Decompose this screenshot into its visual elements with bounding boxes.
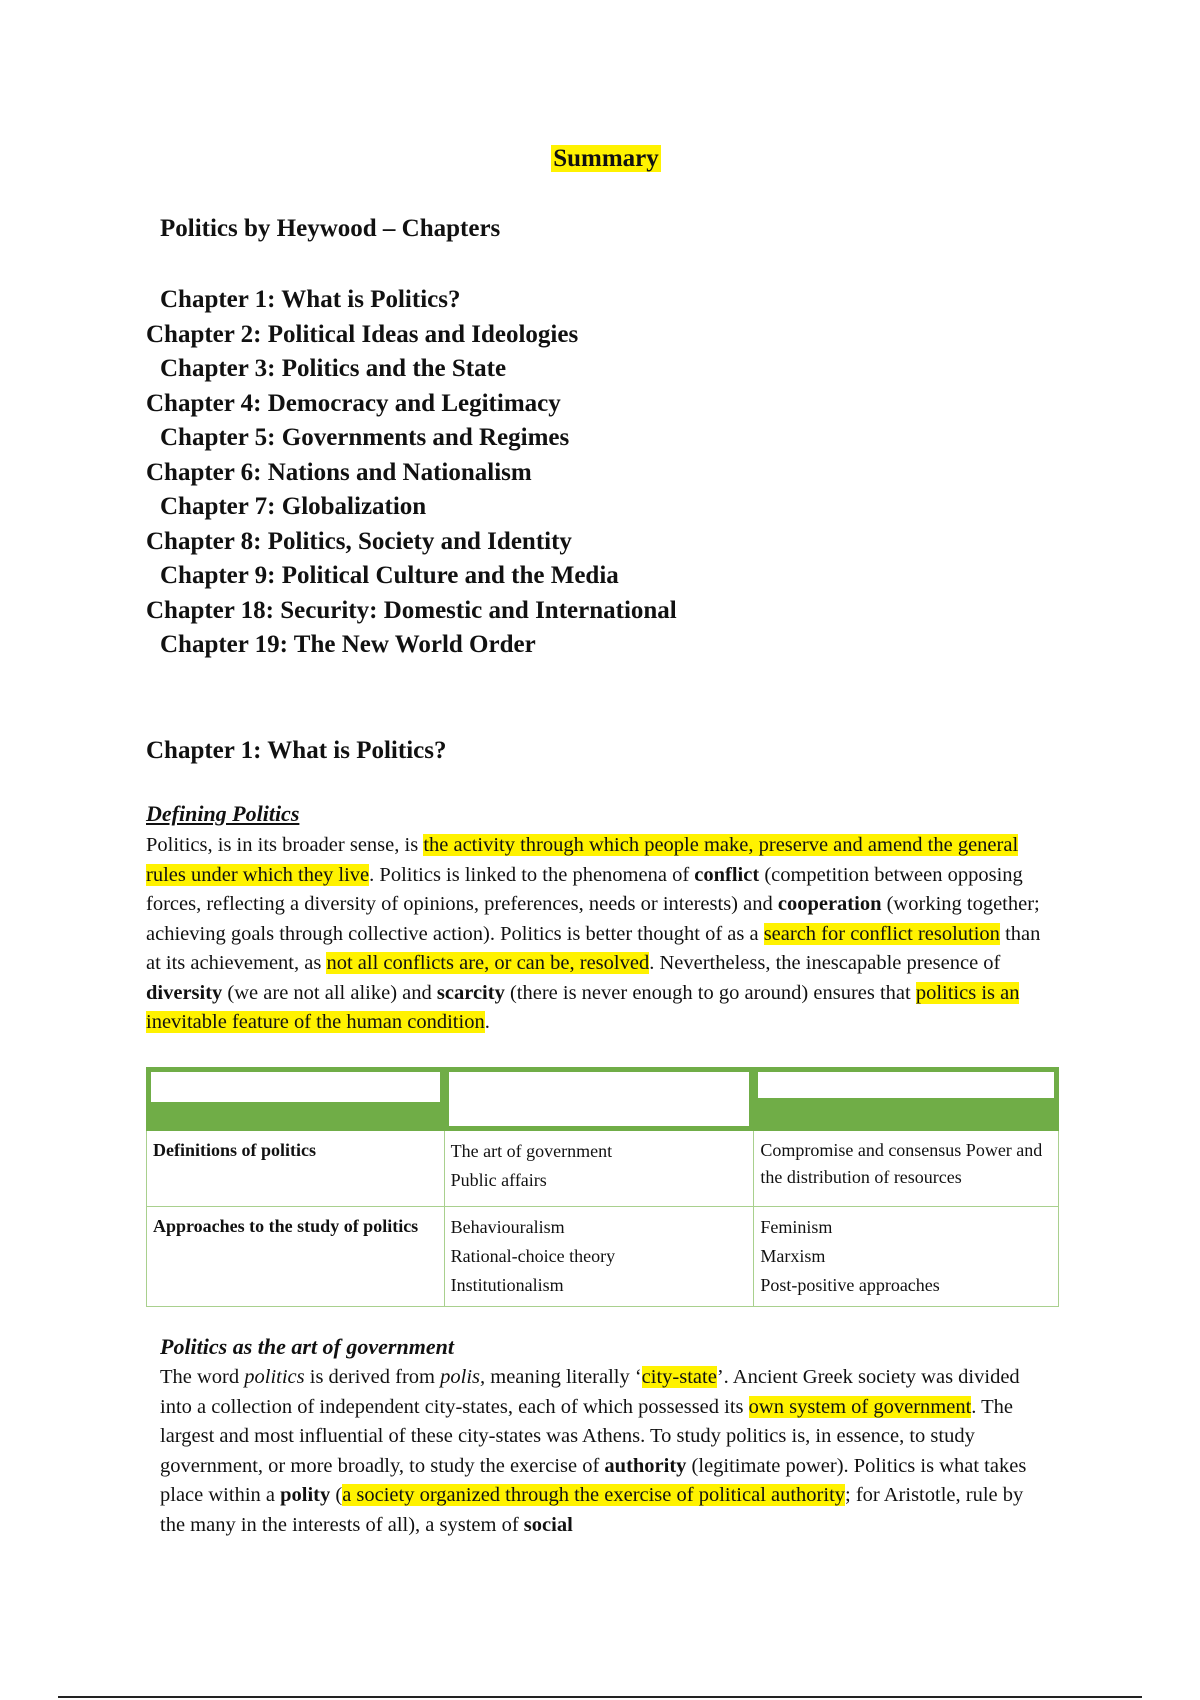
toc-item: Chapter 5: Governments and Regimes (160, 424, 570, 451)
table-cell: Behaviouralism Rational-choice theory Institutionalism (444, 1207, 754, 1307)
highlight: a society organized through the exercise of political authority (342, 1484, 846, 1506)
table-cell: The art of government Public affairs (444, 1131, 754, 1207)
highlight: politics is an inevitable feature of the human condition (146, 981, 1020, 1033)
table-row-label: Definitions of politics (147, 1131, 445, 1207)
italic-term: politics (244, 1366, 305, 1388)
bold-term: diversity (146, 981, 223, 1004)
table-header-cell (754, 1068, 1059, 1131)
book-line: Politics by Heywood – Chapters (160, 215, 501, 242)
table-cell: Feminism Marxism Post-positive approaches (754, 1207, 1059, 1307)
bold-term: social (523, 1513, 573, 1536)
section-heading-defining-politics: Defining Politics (146, 801, 300, 826)
italic-term: polis, (440, 1366, 486, 1388)
toc-item: Chapter 4: Democracy and Legitimacy (146, 389, 561, 417)
table-row (147, 1207, 1059, 1307)
bold-term: cooperation (777, 893, 882, 915)
table-row (147, 1131, 1059, 1207)
highlight: search for conflict resolution (763, 922, 1000, 945)
chapter-list (0, 283, 900, 663)
bold-term: polity (280, 1484, 331, 1506)
page-title: Summary (553, 145, 659, 172)
bold-term: authority (604, 1454, 687, 1477)
toc-item: Chapter 8: Politics, Society and Identity (146, 527, 572, 555)
bold-term: scarcity (436, 981, 505, 1004)
politics-definitions-table (146, 1067, 1059, 1307)
toc-item: Chapter 19: The New World Order (160, 631, 536, 658)
highlight: not all conflicts are, or can be, resolved (326, 952, 650, 974)
section-heading-art-of-government: Politics as the art of government (160, 1334, 454, 1359)
table-cell: Compromise and consensus Power and the distribution of resources (754, 1131, 1059, 1207)
toc-item: Chapter 7: Globalization (160, 493, 427, 520)
bold-term: conflict (694, 863, 760, 886)
page-divider (58, 1696, 1142, 1698)
toc-item: Chapter 18: Security: Domestic and International (146, 596, 677, 624)
chapter-heading: Chapter 1: What is Politics? (146, 737, 447, 764)
toc-item: Chapter 6: Nations and Nationalism (146, 458, 532, 486)
toc-item: Chapter 2: Political Ideas and Ideologies (146, 320, 579, 348)
highlight: the activity through which people make, preserve and amend the general rules under which they live (146, 834, 1019, 886)
table-header-cell (147, 1068, 445, 1131)
highlight: own system of government (748, 1395, 972, 1418)
table-header-row (147, 1068, 1059, 1131)
toc-item: Chapter 9: Political Culture and the Media (160, 562, 619, 589)
toc-item: Chapter 3: Politics and the State (160, 355, 507, 382)
table-row-label: Approaches to the study of politics (147, 1207, 445, 1307)
paragraph-defining-politics: Politics, is in its broader sense, is the activity through which people make, preserve and amend the general rules under which they live. Politics is linked to the phenomena of conflict (competition between opposing forces, reflecting a diversity of opinions, preferences, needs or interests) and cooperation (working together; achieving goals through collective action). Politics is better thought of as a search for conflict resolution than at its achievement, as not all conflicts are, or can be, resolved. Nevertheless, the inescapable presence of diversity (we are not all alike) and scarcity (there is never enough to go around) ensures that politics is an inevitable feature of the human condition. (146, 834, 1041, 1033)
table-header-cell (444, 1068, 754, 1131)
paragraph-art-of-government: The word politics is derived from polis, meaning literally ‘city-state’. Ancient Greek society was divided into a collection of independent city-states, each of which possessed its own system of government. The largest and most influential of these city-states was Athens. To study politics is, in essence, to study government, or more broadly, to study the exercise of authority (legitimate power). Politics is what takes place within a polity (a society organized through the exercise of political authority; for Aristotle, rule by the many in the interests of all), a system of social (160, 1366, 1027, 1536)
toc-item: Chapter 1: What is Politics? (160, 286, 461, 313)
highlight: city-state (641, 1366, 717, 1388)
